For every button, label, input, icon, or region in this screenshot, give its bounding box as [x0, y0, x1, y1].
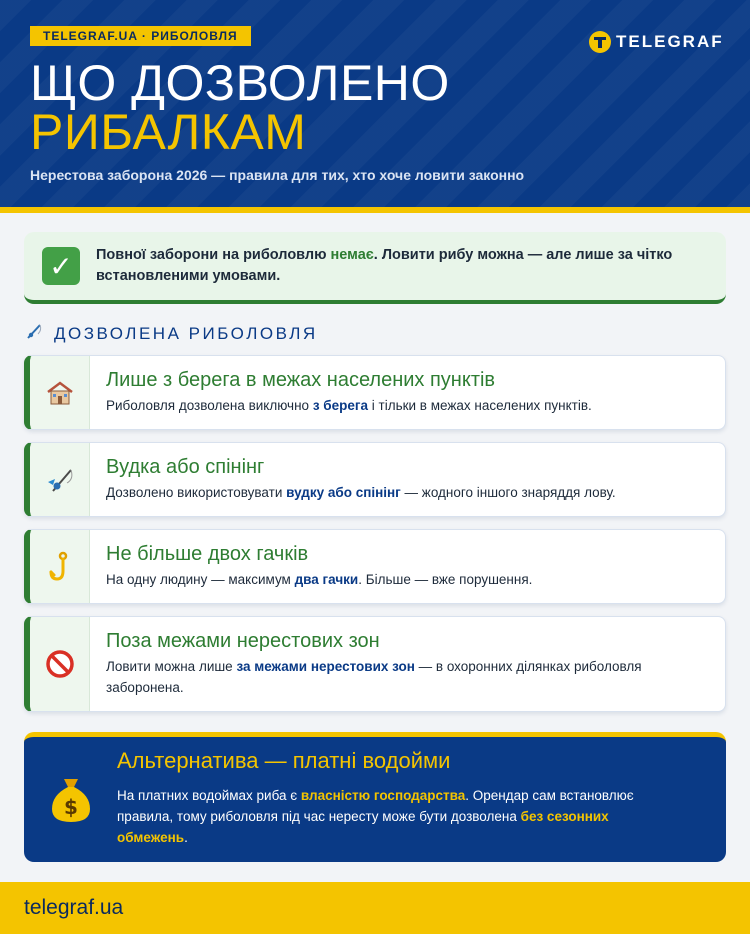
house-icon: [30, 356, 90, 429]
rule-card-shore: [24, 355, 726, 430]
money-bag-icon: [48, 775, 94, 825]
notice-highlight: немає: [330, 247, 374, 263]
telegraf-logo[interactable]: [589, 29, 724, 55]
alternative-box: [24, 732, 726, 862]
footer-site-link[interactable]: telegraf.ua: [24, 896, 124, 919]
card-description: Дозволено використовувати вудку або спінінг — жодного іншого знаряддя лову.: [106, 485, 616, 500]
rule-card-hooks: [24, 529, 726, 604]
section-heading: [26, 322, 318, 345]
card-description: Риболовля дозволена виключно з берега і тільки в межах населених пунктів.: [106, 398, 592, 413]
card-title: Вудка або спінінг: [106, 456, 265, 478]
svg-text:$: $: [64, 795, 78, 819]
prohibited-icon: [30, 617, 90, 711]
alternative-title: Альтернатива — платні водойми: [117, 748, 451, 773]
category-tag[interactable]: TELEGRAF.UA · РИБОЛОВЛЯ: [30, 26, 251, 46]
rule-card-gear: [24, 442, 726, 517]
footer-bar: [0, 882, 750, 934]
notice-text: Повної заборони на риболовлю немає. Ловити рибу можна — але лише за чітко встановленими умовами.: [96, 247, 673, 284]
fishing-rod-icon: [26, 322, 46, 345]
telegraf-logo-icon: [589, 31, 611, 53]
logo-text: TELEGRAF: [616, 32, 724, 51]
hook-icon: [30, 530, 90, 603]
fishing-rod-icon: [30, 443, 90, 516]
page-subtitle: Нерестова заборона 2026 — правила для тих, хто хоче ловити законно: [30, 167, 525, 183]
page-title-line1: ЩО ДОЗВОЛЕНО: [30, 55, 450, 111]
card-description: Ловити можна лише за межами нерестових зон — в охоронних ділянках риболовля заборонена.: [106, 659, 642, 695]
header-banner: [0, 0, 750, 207]
check-mark-icon: ✓: [42, 247, 80, 285]
card-description: На одну людину — максимум два гачки. Більше — вже порушення.: [106, 572, 533, 587]
card-title: Не більше двох гачків: [106, 543, 309, 565]
alternative-description: На платних водоймах риба є власністю господарства. Орендар сам встановлює правила, тому риболовля під час нересту може бути дозволена без сезонних обмежень.: [117, 788, 634, 845]
card-title: Поза межами нерестових зон: [106, 630, 380, 652]
notice-box: [24, 232, 726, 304]
card-title: Лише з берега в межах населених пунктів: [106, 369, 496, 391]
section-title: ДОЗВОЛЕНА РИБОЛОВЛЯ: [54, 323, 318, 343]
page-title-line2: РИБАЛКАМ: [30, 104, 307, 160]
rule-card-spawning-zones: [24, 616, 726, 712]
header-divider: [0, 207, 750, 213]
